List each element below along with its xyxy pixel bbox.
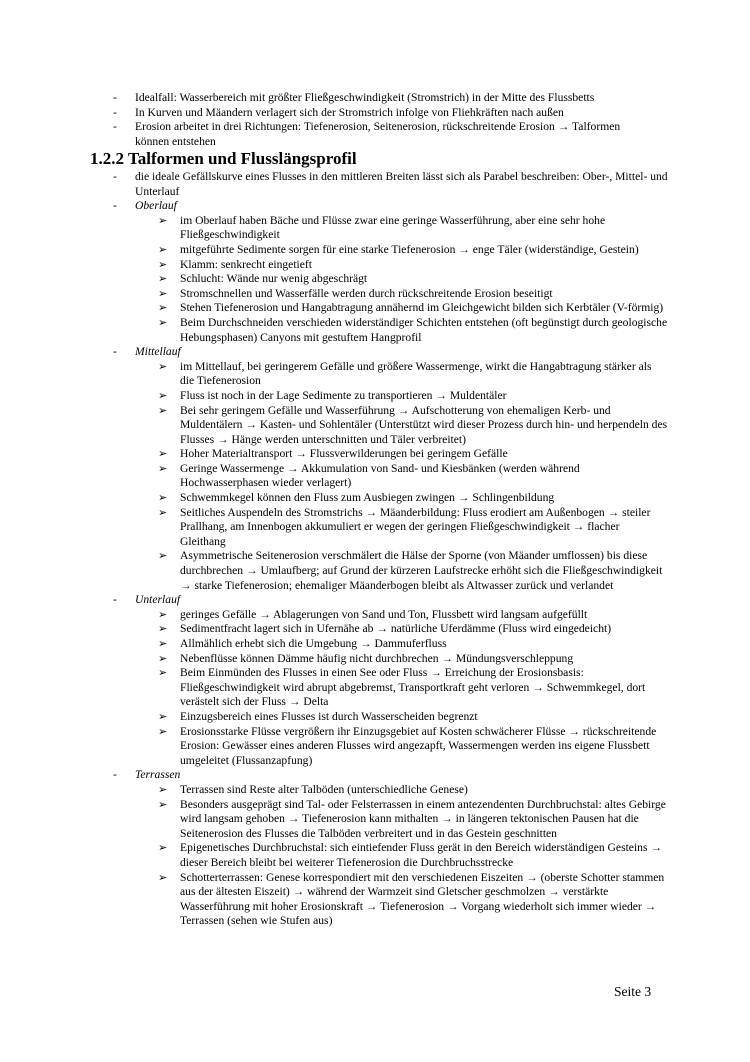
arrow-bullet-icon: ➢	[158, 506, 168, 519]
list-item: ➢ Fluss ist noch in der Lage Sedimente zu transportieren → Muldentäler	[158, 388, 507, 402]
arrow-bullet-icon: ➢	[158, 667, 168, 680]
arrow-bullet-icon: ➢	[158, 360, 168, 373]
dash-marker: -	[113, 345, 117, 359]
subsection-terrassen-title: - Terrassen	[113, 768, 181, 782]
dash-marker: -	[113, 768, 117, 782]
list-item: ➢ Nebenflüsse können Dämme häufig nicht durchbrechen → Mündungsverschleppung	[158, 651, 574, 665]
list-item: ➢ Allmählich erhebt sich die Umgebung → Dammuferfluss	[158, 637, 447, 650]
arrow-bullet-icon: ➢	[158, 273, 168, 286]
arrow-bullet-icon: ➢	[158, 214, 168, 227]
list-item: ➢ Hoher Materialtransport → Flussverwilderungen bei geringem Gefälle	[158, 447, 508, 461]
list-item: ➢ Epigenetisches Durchbruchstal: sich eintiefender Fluss gerät in den Bereich widerständigen Gesteins → dieser Bereich bleibt bei weiterer Tiefenerosion die Durchbruchsstrecke	[158, 841, 662, 869]
list-item: ➢ Beim Einmünden des Flusses in einen See oder Fluss → Erreichung der Erosionsbasis: Fließgeschwindigkeit wird abrupt abgebremst, Transportkraft geht verloren → Schwemmkegel, dort verästelt sich der Fluss → Delta	[158, 666, 646, 709]
list-item: ➢ Bei sehr geringem Gefälle und Wasserführung → Aufschotterung von ehemaligen Kerb- und Muldentälern → Kasten- und Sohlentäler (Unterstützt wird dieser Prozess durch hin- und herpendeln des Flusses → Hänge werden unterschnitten und Täler verbreitet)	[158, 403, 668, 446]
list-item: ➢ Sedimentfracht lagert sich in Ufernähe ab → natürliche Uferdämme (Fluss wird eingedeicht)	[158, 622, 612, 636]
arrow-bullet-icon: ➢	[158, 725, 168, 738]
list-item: ➢ Einzugsbereich eines Flusses ist durch Wasserscheiden begrenzt	[158, 709, 478, 723]
mittellauf-list	[113, 360, 668, 594]
list-item: ➢ Schlucht: Wände nur wenig abgeschrägt	[158, 272, 368, 286]
arrow-bullet-icon: ➢	[158, 316, 168, 329]
list-item: ➢ Terrassen sind Reste alter Talböden (unterschiedliche Genese)	[158, 782, 468, 796]
list-item: ➢ Erosionsstarke Flüsse vergrößern ihr Einzugsgebiet auf Kosten schwächerer Flüsse → rückschreitende Erosion: Gewässer eines anderen Flusses wird angezapft, Wassermengen werden ins eigene Flussbett umgeleitet (Flussanzapfung)	[158, 724, 657, 767]
intro-item: - In Kurven und Mäandern verlagert sich der Stromstrich infolge von Fliehkräften nach außen	[113, 105, 564, 119]
arrow-bullet-icon: ➢	[158, 404, 168, 417]
arrow-bullet-icon: ➢	[158, 243, 168, 256]
list-item: ➢ Schwemmkegel können den Fluss zum Ausbiegen zwingen → Schlingenbildung	[158, 491, 555, 505]
dash-marker: -	[113, 199, 117, 213]
list-item: ➢ Besonders ausgeprägt sind Tal- oder Felsterrassen in einem antezendenten Durchbruchstal: altes Gebirge wird langsam gehoben → Tiefenerosion kann mithalten → in längeren tektonischen Pausen hat die Seitenerosion des Flusses die Talböden verbreitert und in das Gestein geschnitten	[158, 797, 666, 840]
section-heading: 1.2.2 Talformen und Flusslängsprofil	[90, 149, 357, 168]
section-body	[113, 170, 668, 929]
list-item: ➢ Stehen Tiefenerosion und Hangabtragung annähernd im Gleichgewicht bilden sich Kerbtäler (V-förmig)	[158, 301, 664, 315]
arrow-bullet-icon: ➢	[158, 871, 168, 884]
list-item: ➢ Beim Durchschneiden verschieden widerständiger Schichten entstehen (oft begünstigt durch geologische Hebungsphasen) Canyons mit gestuftem Hangprofil	[158, 315, 668, 344]
arrow-bullet-icon: ➢	[158, 652, 168, 665]
list-item: ➢ Stromschnellen und Wasserfälle werden durch rückschreitende Erosion beseitigt	[158, 286, 553, 300]
subsection-mittellauf-title: - Mittellauf	[113, 345, 181, 359]
list-item: ➢ im Oberlauf haben Bäche und Flüsse zwar eine geringe Wasserführung, aber eine sehr hohe Fließgeschwindigkeit	[158, 213, 606, 242]
intro-item: - Idealfall: Wasserbereich mit größter Fließgeschwindigkeit (Stromstrich) in der Mitte des Flussbetts	[113, 91, 595, 104]
arrow-bullet-icon: ➢	[158, 389, 168, 402]
list-item: ➢ Asymmetrische Seitenerosion verschmälert die Hälse der Sporne (von Mäander umflossen) bis diese durchbrechen → Umlaufberg; auf Grund der kürzeren Laufstrecke erhöht sich die Fließgeschwindigkeit → starke Tiefenerosion; ehemaliger Mäanderbogen bleibt als Altwasser zurück und verlandet	[158, 549, 663, 592]
intro-list	[113, 91, 653, 149]
dash-marker: -	[113, 105, 117, 119]
dash-marker: -	[113, 91, 117, 104]
arrow-bullet-icon: ➢	[158, 550, 168, 563]
lead-item: - die ideale Gefällskurve eines Flusses in den mittleren Breiten lässt sich als Parabel beschreiben: Ober-, Mittel- und Unterlauf	[113, 170, 668, 198]
list-item: ➢ Geringe Wassermenge → Akkumulation von Sand- und Kiesbänken (werden während Hochwasserphasen wieder verlagert)	[158, 461, 580, 490]
terrassen-list	[113, 783, 668, 929]
arrow-bullet-icon: ➢	[158, 798, 168, 811]
arrow-bullet-icon: ➢	[158, 492, 168, 505]
list-item: ➢ Seitliches Auspendeln des Stromstrichs → Mäanderbildung: Fluss erodiert am Außenbogen → steiler Prallhang, am Innenbogen akkumuliert er wegen der geringen Fließgeschwindigkeit → flacher Gleithang	[158, 505, 651, 548]
arrow-bullet-icon: ➢	[158, 842, 168, 855]
arrow-bullet-icon: ➢	[158, 258, 168, 271]
list-item: ➢ mitgeführte Sedimente sorgen für eine starke Tiefenerosion → enge Täler (widerständige, Gestein)	[158, 242, 639, 256]
subsection-unterlauf-title: - Unterlauf	[113, 593, 181, 607]
list-item: ➢ im Mittellauf, bei geringerem Gefälle und größere Wassermenge, wirkt die Hangabtragung stärker als die Tiefenerosion	[158, 359, 652, 388]
arrow-bullet-icon: ➢	[158, 638, 168, 650]
arrow-bullet-icon: ➢	[158, 287, 168, 300]
arrow-bullet-icon: ➢	[158, 783, 168, 796]
arrow-bullet-icon: ➢	[158, 462, 168, 475]
subsection-oberlauf-title: - Oberlauf	[113, 199, 177, 213]
arrow-bullet-icon: ➢	[158, 710, 168, 723]
list-item: ➢ Klamm: senkrecht eingetieft	[158, 257, 312, 271]
dash-marker: -	[113, 593, 117, 607]
list-item: ➢ geringes Gefälle → Ablagerungen von Sand und Ton, Flussbett wird langsam aufgefüllt	[158, 607, 588, 621]
arrow-bullet-icon: ➢	[158, 608, 168, 621]
page-number: Seite 3	[614, 984, 652, 999]
unterlauf-list	[113, 608, 668, 769]
arrow-bullet-icon: ➢	[158, 623, 168, 636]
arrow-bullet-icon: ➢	[158, 448, 168, 461]
oberlauf-list	[113, 214, 668, 345]
dash-marker: -	[113, 120, 117, 134]
dash-marker: -	[113, 170, 117, 183]
list-item: ➢ Schotterterrassen: Genese korrespondiert mit den verschiedenen Eiszeiten → (oberste Schotter stammen aus der ältesten Eiszeit) → während der Warmzeit sind Gletscher geschmolzen → verstärkte Wasserführung mit hoher Erosionskraft → Tiefenerosion → Vorgang wiederholt sich immer wieder → Terrassen (sehen wie Stufen aus)	[158, 870, 665, 928]
arrow-bullet-icon: ➢	[158, 302, 168, 315]
intro-item: - Erosion arbeitet in drei Richtungen: Tiefenerosion, Seitenerosion, rückschreitende Erosion → Talformen können entstehen	[113, 120, 621, 148]
